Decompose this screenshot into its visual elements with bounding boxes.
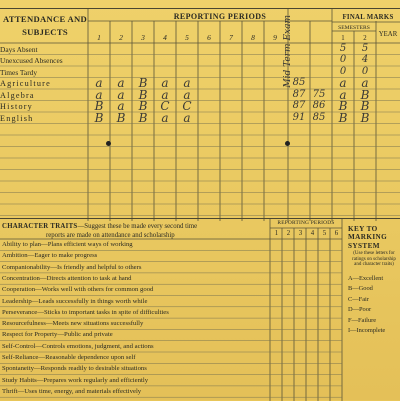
- final-mark: 5: [339, 42, 347, 54]
- trait-row: Respect for Property—Public and private: [2, 331, 113, 339]
- period-grade: B: [138, 99, 148, 113]
- exam-score: 91: [292, 111, 306, 123]
- exam-score: 85: [292, 77, 306, 88]
- trait-row: Study Habits—Prepares work regularly and efficiently: [2, 376, 149, 384]
- trait-row: Ability to plan—Plans efficient ways of working: [2, 241, 133, 248]
- period-grade: B: [94, 110, 104, 125]
- traits-period-number: 4: [310, 230, 315, 237]
- marking-key: [348, 225, 400, 336]
- period-number: 1: [97, 33, 101, 42]
- semester-grade: a: [339, 76, 347, 90]
- trait-row: Self-Control—Controls emotions, judgment, and actions: [2, 342, 154, 350]
- semester-grade: B: [360, 99, 370, 113]
- final-mark: 0: [339, 65, 347, 77]
- period-grade: a: [117, 76, 125, 90]
- exam-score: 87: [292, 100, 306, 111]
- period-grade: a: [161, 87, 169, 102]
- trait-row: Leadership—Leads successfully in things worth while: [2, 297, 148, 305]
- traits-period-number: 1: [274, 230, 279, 237]
- key-item: A—Excellent: [348, 275, 384, 282]
- character-traits-section: [0, 218, 400, 401]
- period-grade: C: [182, 99, 192, 113]
- trait-row: Thrift—Uses time, energy, and materials effectively: [2, 387, 142, 395]
- subjects-heading: ATTENDANCE AND SUBJECTS: [2, 14, 88, 37]
- period-number: 6: [207, 33, 211, 42]
- reporting-periods-heading: REPORTING PERIODS: [173, 12, 267, 21]
- key-item: C—Fair: [348, 295, 369, 303]
- exam-score: 75: [312, 88, 326, 100]
- exam-score: 86: [312, 100, 326, 111]
- period-grade: B: [138, 87, 148, 102]
- subject-row-label: Algebra: [0, 90, 35, 100]
- subject-row-label: History: [0, 102, 33, 111]
- period-number: 7: [229, 33, 233, 42]
- trait-row: Companionability—Is friendly and helpful to others: [2, 263, 142, 271]
- semester-grade: B: [360, 87, 370, 102]
- period-number: 5: [185, 33, 189, 42]
- year-heading: YEAR: [378, 31, 398, 38]
- period-grade: a: [117, 87, 125, 102]
- trait-row: Spontaneity—Responds readily to desirable situations: [2, 365, 147, 373]
- period-grade: a: [183, 76, 191, 90]
- semester-grade: B: [360, 110, 370, 125]
- semester-number: 1: [341, 35, 345, 42]
- attendance-row-label: Times Tardy: [0, 67, 38, 77]
- trait-row: Perseverance—Sticks to important tasks in spite of difficulties: [2, 308, 169, 316]
- period-grade: a: [183, 110, 191, 125]
- period-grade: C: [160, 99, 170, 113]
- semester-grade: B: [338, 99, 348, 113]
- trait-row: Resourcefulness—Meets new situations successfully: [2, 320, 144, 328]
- final-mark: 0: [361, 65, 369, 77]
- trait-row: Cooperation—Works well with others for common good: [2, 286, 154, 294]
- key-note: (Use these letters for ratings on scholarship and character traits): [352, 251, 396, 268]
- attendance-subjects-grid: [0, 8, 400, 221]
- key-item: D—Poor: [348, 306, 372, 314]
- final-marks-heading: FINAL MARKS: [342, 14, 394, 21]
- period-grade: a: [183, 87, 191, 102]
- period-grade: B: [138, 76, 148, 90]
- period-grade: a: [95, 76, 103, 90]
- trait-row: Concentration—Directs attention to task at hand: [2, 274, 132, 282]
- traits-period-number: 3: [298, 230, 303, 237]
- traits-header: CHARACTER TRAITS—Suggest these be made every second time reports are made on attendance and scholarship: [2, 223, 198, 239]
- period-number: 9: [273, 33, 277, 42]
- exam-score: 85: [312, 111, 326, 123]
- final-mark: 4: [361, 54, 369, 65]
- period-grade: B: [94, 99, 104, 113]
- period-grade: B: [138, 110, 148, 125]
- traits-period-number: 5: [322, 230, 327, 237]
- semester-grade: a: [361, 76, 369, 90]
- semester-number: 2: [363, 35, 367, 42]
- traits-period-number: 6: [334, 230, 339, 237]
- traits-reporting-periods: REPORTING PERIODS: [277, 220, 335, 226]
- margin-note: Mid Term Exam: [283, 15, 293, 88]
- semester-grade: B: [338, 110, 348, 125]
- final-mark: 5: [361, 42, 369, 54]
- period-grade: a: [95, 87, 103, 102]
- key-item: B—Good: [348, 285, 373, 293]
- key-title: KEY TO MARKING SYSTEM: [348, 225, 388, 250]
- subject-row-label: English: [0, 113, 34, 123]
- exam-score: 87: [292, 88, 306, 100]
- period-grade: a: [161, 76, 169, 90]
- binder-hole-left: [106, 141, 111, 146]
- semesters-heading: SEMESTERS: [338, 25, 370, 31]
- attendance-row-label: Unexcused Absences: [0, 56, 63, 65]
- semester-grade: a: [339, 87, 347, 102]
- period-number: 2: [119, 33, 123, 42]
- binder-hole-right: [285, 141, 290, 146]
- final-mark: 0: [339, 54, 347, 65]
- trait-row: Self-Reliance—Reasonable dependence upon self: [2, 354, 136, 361]
- period-number: 8: [251, 33, 255, 42]
- period-number: 3: [141, 33, 145, 42]
- subject-row-label: Agriculture: [0, 79, 51, 88]
- key-item: F—Failure: [348, 316, 377, 324]
- period-grade: a: [161, 110, 169, 125]
- attendance-row-label: Days Absent: [0, 44, 38, 54]
- key-item: I—Incomplete: [348, 327, 386, 335]
- period-number: 4: [163, 33, 167, 42]
- trait-row: Ambition—Eager to make progress: [2, 252, 98, 260]
- traits-period-number: 2: [286, 230, 291, 237]
- period-grade: a: [117, 99, 125, 113]
- period-grade: B: [116, 110, 126, 125]
